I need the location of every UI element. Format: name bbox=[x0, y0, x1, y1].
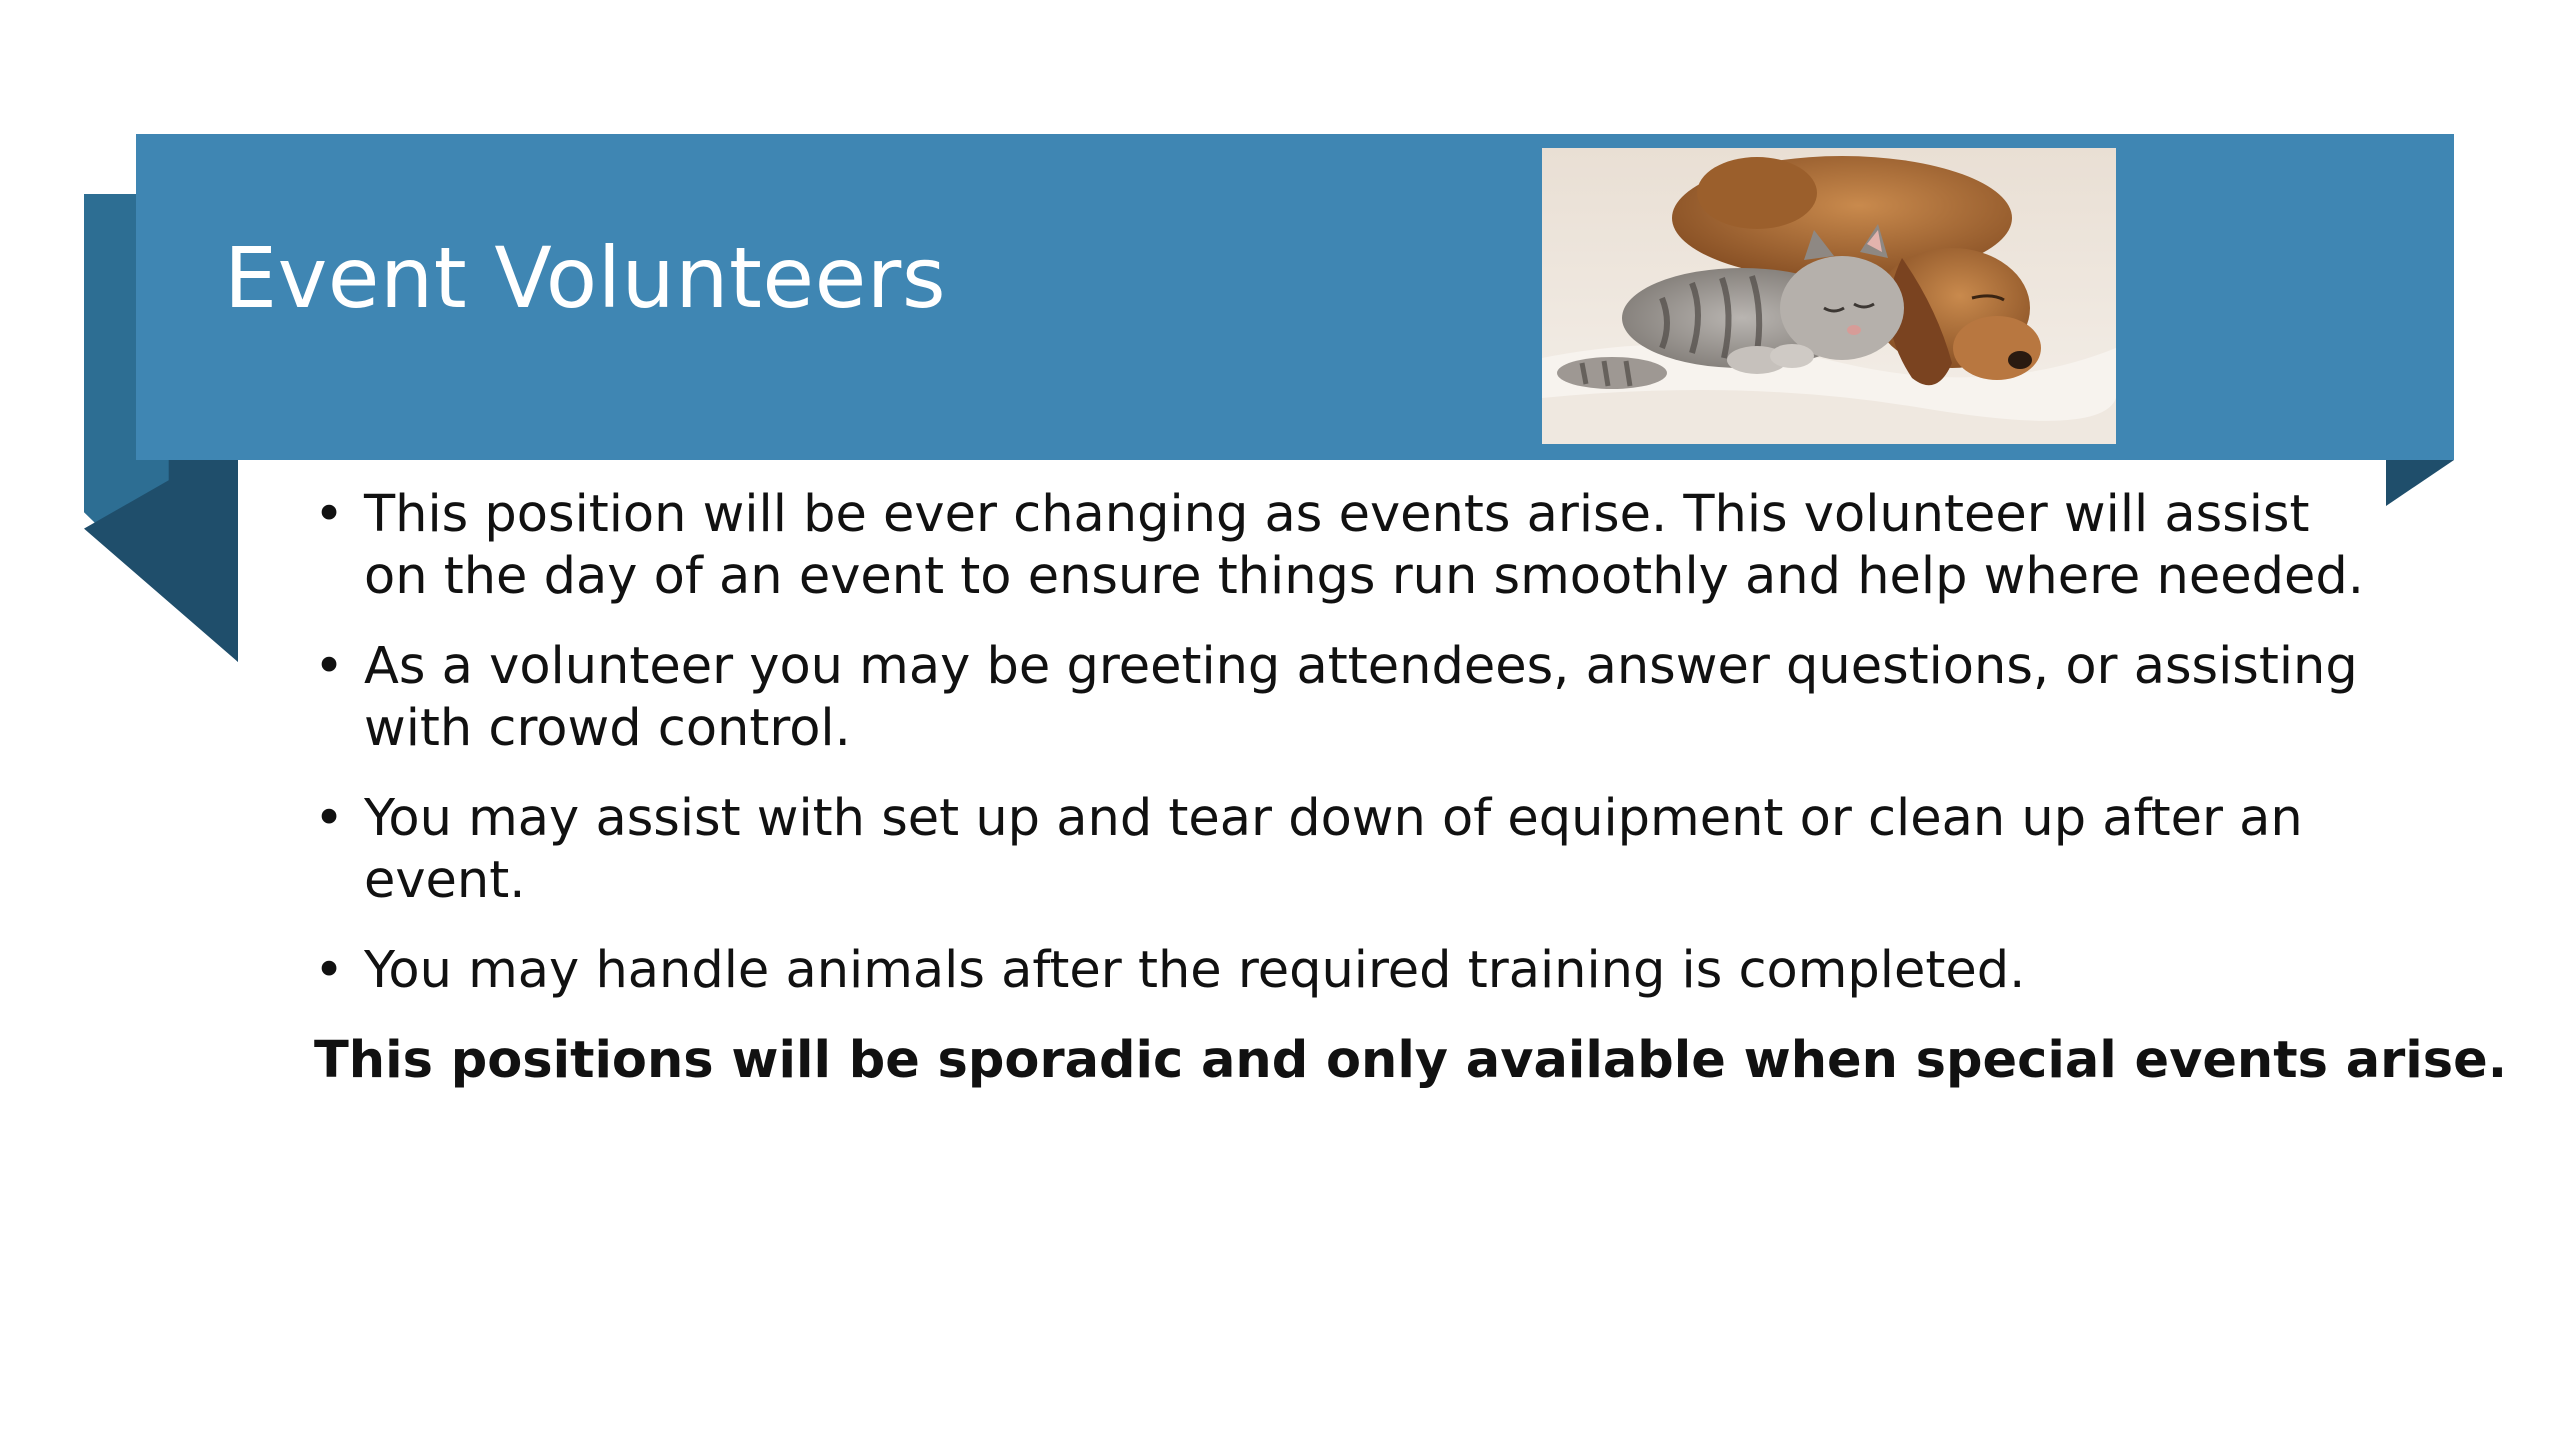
bullet-text: As a volunteer you may be greeting attendees, answer questions, or assisting with crowd control. bbox=[364, 637, 2358, 758]
bullet-marker: • bbox=[314, 789, 345, 848]
bullet-text: You may handle animals after the required training is completed. bbox=[364, 941, 2026, 1000]
bullet-item bbox=[312, 940, 2372, 1002]
bullet-item bbox=[312, 788, 2372, 912]
bullet-item bbox=[312, 484, 2372, 608]
bullet-text: You may assist with set up and tear down of equipment or clean up after an event. bbox=[364, 789, 2303, 910]
closing-note: This positions will be sporadic and only available when special events arise. bbox=[314, 1031, 2508, 1090]
bullet-marker: • bbox=[314, 941, 345, 1000]
bullet-marker: • bbox=[314, 485, 345, 544]
bullet-list bbox=[312, 484, 2372, 1002]
ribbon-fold-right bbox=[2386, 460, 2454, 506]
kitten-puppy-image bbox=[1542, 148, 2116, 444]
bullet-text: This position will be ever changing as events arise. This volunteer will assist on the day of an event to ensure things run smoothly and help where needed. bbox=[364, 485, 2364, 606]
bullet-item bbox=[312, 636, 2372, 760]
slide-title: Event Volunteers bbox=[224, 229, 947, 327]
bullet-marker: • bbox=[314, 637, 345, 696]
kitten-puppy-photo bbox=[1542, 148, 2116, 444]
slide-body bbox=[312, 484, 2508, 1092]
